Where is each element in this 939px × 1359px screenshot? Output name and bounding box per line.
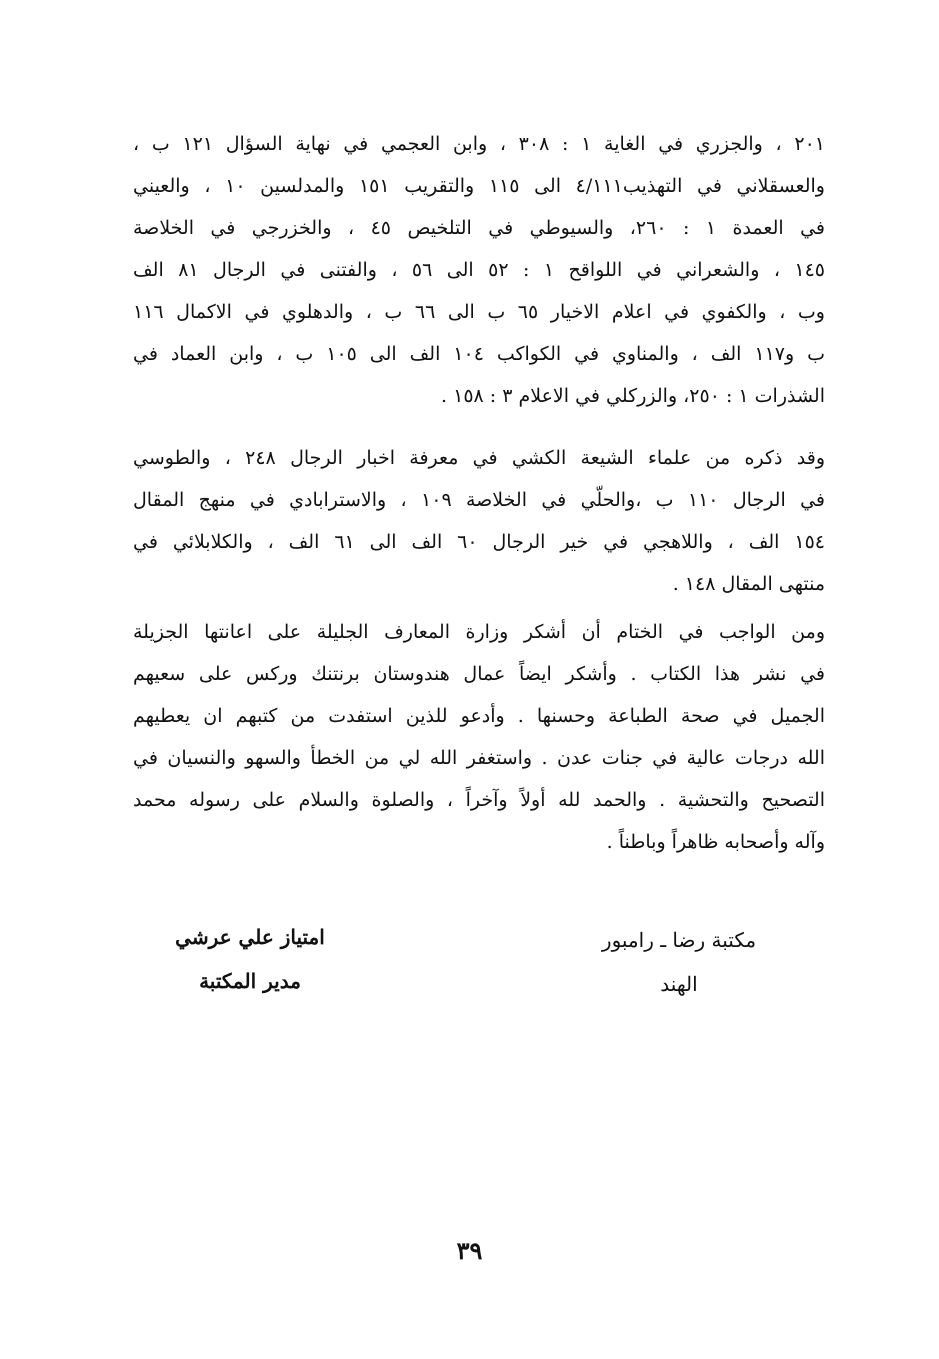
paragraph-1-line-4: ١٤٥ ، والشعراني في اللواقح ١ : ٥٢ الى ٥٦ ، والفتنى في الرجال ٨١ الف xyxy=(133,259,825,281)
paragraph-2-line-3: ١٥٤ الف ، واللاهجي في خير الرجال ٦٠ الف الى ٦١ الف ، والكلابلائي في xyxy=(133,531,825,553)
paragraph-2-line-4: منتهى المقال ١٤٨ . xyxy=(672,573,825,595)
paragraph-2-line-2: في الرجال ١١٠ ب ،والحلّي في الخلاصة ١٠٩ ، والاسترابادي في منهج المقال xyxy=(133,489,825,511)
paragraph-3-line-2: في نشر هذا الكتاب . وأشكر ايضاً عمال هندوستان برنتنك وركس على سعيهم xyxy=(133,663,825,685)
paragraph-3-line-3: الجميل في صحة الطباعة وحسنها . وأدعو للذين استفدت من كتبهم ان يعطيهم xyxy=(133,705,825,727)
paragraph-1-line-2: والعسقلاني في التهذيب٤/١١١ الى ١١٥ والتقريب ١٥١ والمدلسين ١٠ ، والعيني xyxy=(133,175,825,197)
signature-country: الهند xyxy=(660,972,698,996)
paragraph-1-line-6: ب و١١٧ الف ، والمناوي في الكواكب ١٠٤ الف الى ١٠٥ ب ، وابن العماد في xyxy=(133,343,825,365)
paragraph-1-line-5: وب ، والكفوي في اعلام الاخيار ٦٥ ب الى ٦٦ ب ، والدهلوي في الاكمال ١١٦ xyxy=(133,301,825,323)
page-number: ٣٩ xyxy=(456,1236,483,1265)
paragraph-3-line-5: التصحيح والتحشية . والحمد لله أولاً وآخراً ، والصلوة والسلام على رسوله محمد xyxy=(133,789,825,811)
paragraph-1-line-1: ٢٠١ ، والجزري في الغاية ١ : ٣٠٨ ، وابن العجمي في نهاية السؤال ١٢١ ب ، xyxy=(133,133,825,155)
paragraph-1-line-3: في العمدة ١ : ٢٦٠، والسيوطي في التلخيص ٤٥ ، والخزرجي في الخلاصة xyxy=(133,217,825,239)
paragraph-2-line-1: وقد ذكره من علماء الشيعة الكشي في معرفة اخبار الرجال ٢٤٨ ، والطوسي xyxy=(133,447,825,469)
signature-author-name: امتياز علي عرشي xyxy=(175,925,325,949)
paragraph-3-line-1: ومن الواجب في الختام أن أشكر وزارة المعارف الجليلة على اعانتها الجزيلة xyxy=(133,621,825,643)
signature-library-name: مكتبة رضا ـ رامبور xyxy=(601,928,757,952)
paragraph-1-line-7: الشذرات ١ : ٢٥٠، والزركلي في الاعلام ٣ : ١٥٨ . xyxy=(441,385,825,407)
paragraph-3-line-4: الله درجات عالية في جنات عدن . واستغفر الله لي من الخطأ والسهو والنسيان في xyxy=(133,747,825,769)
paragraph-3-line-6: وآله وأصحابه ظاهراً وباطناً . xyxy=(606,831,825,853)
signature-author-title: مدير المكتبة xyxy=(199,969,301,993)
